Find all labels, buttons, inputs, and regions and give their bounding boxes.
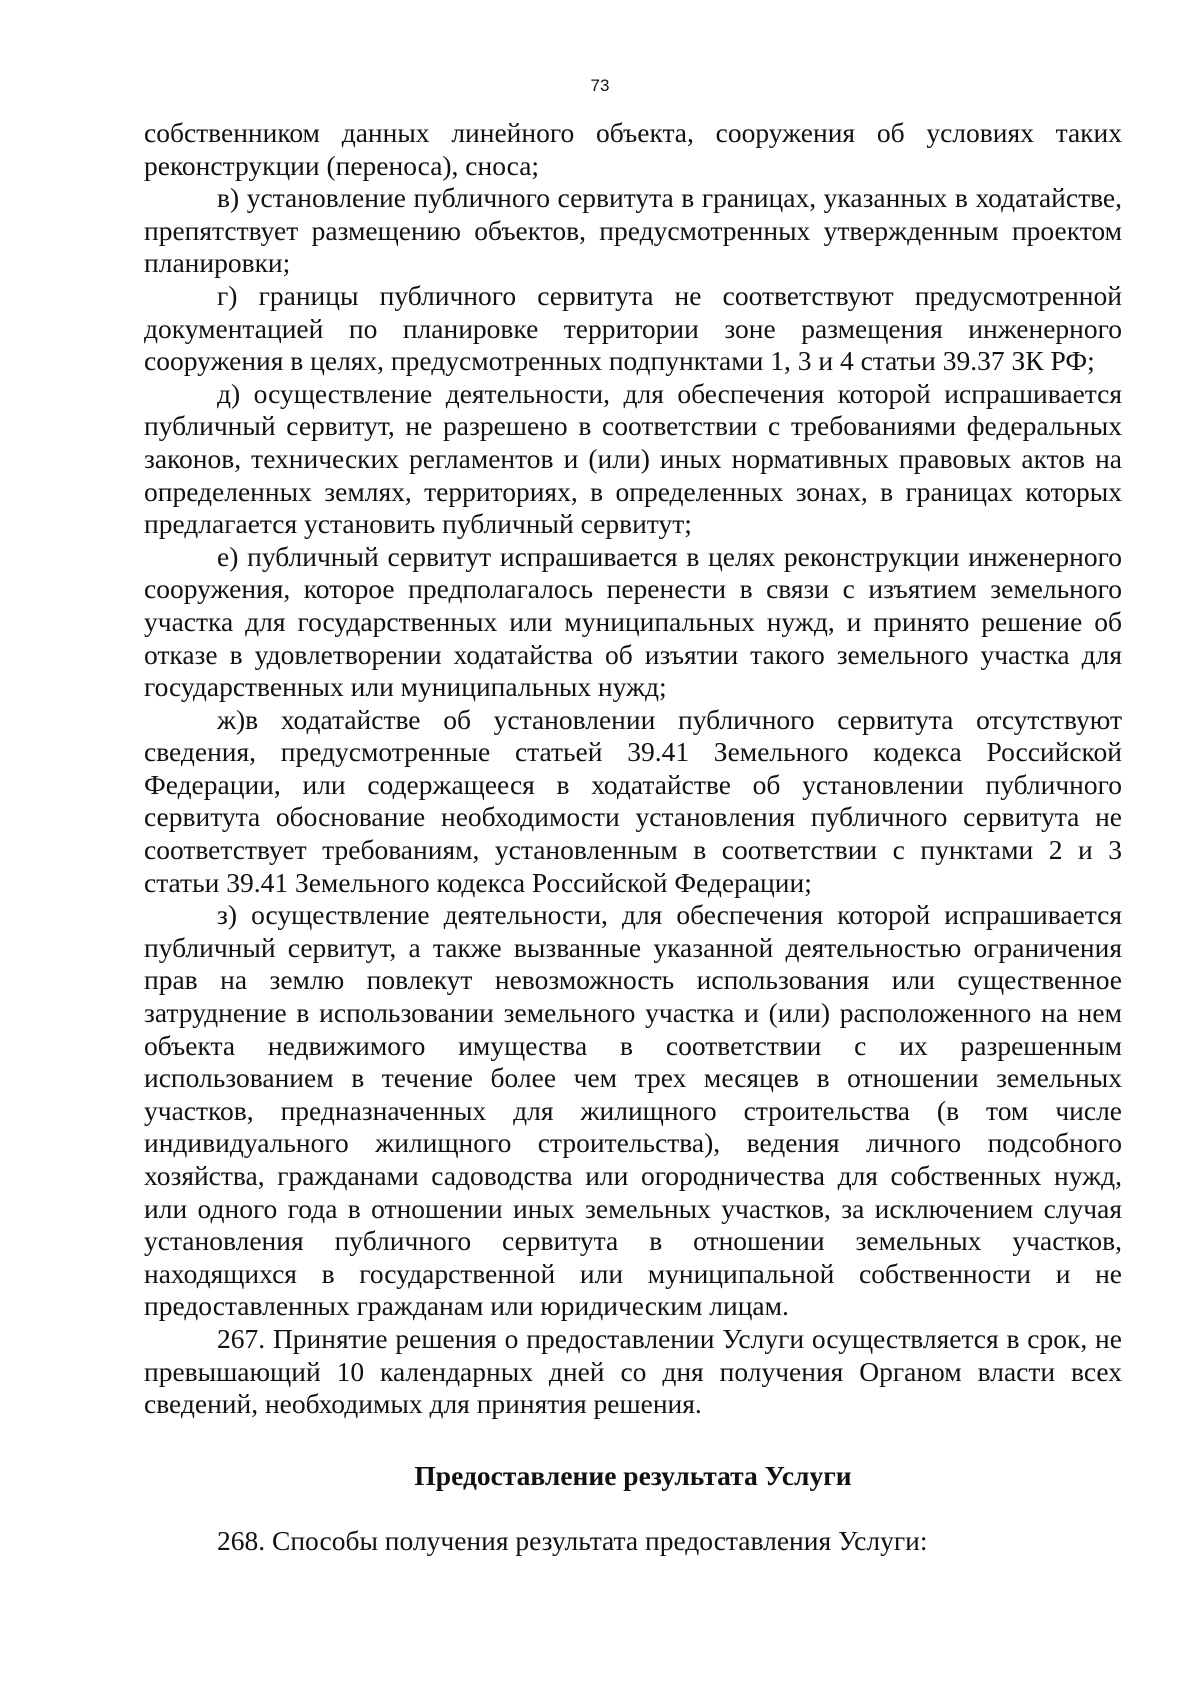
paragraph-item-z: з) осуществление деятельности, для обеспечения которой испрашивается публичный сервитут, а также вызванные указанной деятельностью ограничения прав на землю повлекут невозможность использования или существенное затруднение в использовании земельного участка и (или) расположенного на нем объекта недвижимого имущества в соответствии с их разрешенным использованием в течение более чем трех месяцев в отношении земельных участков, предназначенных для жилищного строительства (в том числе индивидуального жилищного строительства), ведения личного подсобного хозяйства, гражданами садоводства или огородничества для собственных нужд, или одного года в отношении иных земельных участков, за исключением случая установления публичного сервитута в отношении земельных участков, находящихся в государственной или муниципальной собственности и не предоставленных гражданам или юридическим лицам. bbox=[144, 899, 1122, 1322]
paragraph-item-e: е) публичный сервитут испрашивается в целях реконструкции инженерного сооружения, которое предполагалось перенести в связи с изъятием земельного участка для государственных или муниципальных нужд, и принято решение об отказе в удовлетворении ходатайства об изъятии такого земельного участка для государственных или муниципальных нужд; bbox=[144, 540, 1122, 703]
paragraph-item-v: в) установление публичного сервитута в границах, указанных в ходатайстве, препятствует размещению объектов, предусмотренных утвержденным проектом планировки; bbox=[144, 182, 1122, 279]
paragraph-item-zh: ж)в ходатайстве об установлении публичного сервитута отсутствуют сведения, предусмотренные статьей 39.41 Земельного кодекса Российской Федерации, или содержащееся в ходатайстве об установлении публичного сервитута обоснование необходимости установления публичного сервитута не соответствует требованиям, установленным в соответствии с пунктами 2 и 3 статьи 39.41 Земельного кодекса Российской Федерации; bbox=[144, 703, 1122, 898]
paragraph-267: 267. Принятие решения о предоставлении Услуги осуществляется в срок, не превышающий 10 календарных дней со дня получения Органом власти всех сведений, необходимых для принятия решения. bbox=[144, 1322, 1122, 1420]
paragraph-item-g: г) границы публичного сервитута не соответствуют предусмотренной документацией по планировке территории зоне размещения инженерного сооружения в целях, предусмотренных подпунктами 1, 3 и 4 статьи 39.37 ЗК РФ; bbox=[144, 279, 1122, 377]
paragraph-item-d: д) осуществление деятельности, для обеспечения которой испрашивается публичный сервитут, не разрешено в соответствии с требованиями федеральных законов, технических регламентов и (или) иных нормативных правовых актов на определенных землях, территориях, в определенных зонах, в границах которых предлагается установить публичный сервитут; bbox=[144, 377, 1122, 540]
section-heading: Предоставление результата Услуги bbox=[414, 1460, 852, 1491]
paragraph-268: 268. Способы получения результата предоставления Услуги: bbox=[217, 1525, 928, 1556]
paragraph-continuation: собственником данных линейного объекта, сооружения об условиях таких реконструкции (переноса), сноса; bbox=[144, 117, 1122, 181]
page-number: 73 bbox=[590, 76, 610, 95]
body-text bbox=[144, 117, 1122, 1421]
